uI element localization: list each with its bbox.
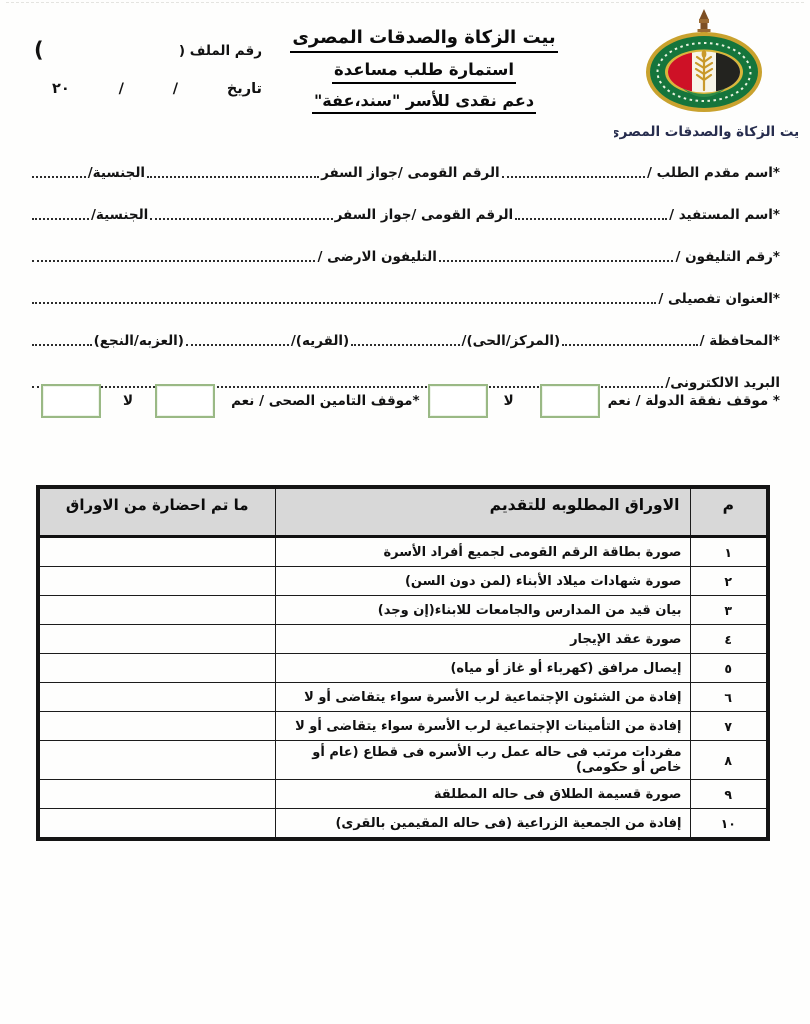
detailed-address-label: *العنوان تفصيلى / xyxy=(658,291,780,307)
table-row xyxy=(38,712,768,741)
fill-in-dots xyxy=(32,218,89,220)
brought-doc-cell[interactable] xyxy=(38,596,275,625)
table-row xyxy=(38,537,768,567)
date-separator: / xyxy=(172,81,179,97)
fill-in-dots xyxy=(439,260,674,262)
fill-in-dots xyxy=(150,218,332,220)
fill-in-dots xyxy=(32,260,315,262)
no-label: لا xyxy=(503,393,514,409)
fill-in-dots xyxy=(515,218,667,220)
column-header-brought-docs: ما تم احضارة من الاوراق xyxy=(38,487,275,537)
field-applicant-name-row xyxy=(30,160,780,181)
brought-doc-cell[interactable] xyxy=(38,741,275,780)
required-doc-text: إيصال مرافق (كهرباء أو غاز أو مياه) xyxy=(275,654,690,683)
column-header-required-docs: الاوراق المطلوبه للتقديم xyxy=(275,487,690,537)
page-title: بيت الزكاة والصدقات المصرى xyxy=(290,28,557,53)
required-doc-text: بيان قيد من المدارس والجامعات للابناء(إن وجد) xyxy=(275,596,690,625)
required-doc-text: مفردات مرتب فى حاله عمل رب الأسره فى قطاع (عام أو خاص أو حكومى) xyxy=(275,741,690,780)
governorate-label: *المحافظة / xyxy=(699,333,780,349)
row-number: ٧ xyxy=(690,712,768,741)
scan-artifact-line xyxy=(6,2,804,3)
fill-in-dots xyxy=(32,344,92,346)
file-meta-block xyxy=(34,40,262,97)
file-number-close-paren: ) xyxy=(34,38,44,62)
row-number: ٦ xyxy=(690,683,768,712)
field-beneficiary-name-row xyxy=(30,202,780,223)
zakat-house-emblem-icon xyxy=(614,8,798,150)
table-row xyxy=(38,741,768,780)
national-id-passport-label: الرقم القومى /جواز السفر xyxy=(334,207,514,223)
brought-doc-cell[interactable] xyxy=(38,654,275,683)
state-support-yes-checkbox[interactable] xyxy=(540,384,600,418)
required-doc-text: صورة عقد الإيجار xyxy=(275,625,690,654)
fill-in-dots xyxy=(186,344,289,346)
required-doc-text: صورة شهادات ميلاد الأبناء (لمن دون السن) xyxy=(275,567,690,596)
column-header-number: م xyxy=(690,487,768,537)
row-number: ١ xyxy=(690,537,768,567)
form-subtitle: استمارة طلب مساعدة xyxy=(332,61,516,84)
row-number: ٢ xyxy=(690,567,768,596)
state-support-no-checkbox[interactable] xyxy=(428,384,488,418)
table-row xyxy=(38,596,768,625)
fill-in-dots xyxy=(32,302,656,304)
table-row xyxy=(38,654,768,683)
personal-data-section xyxy=(30,160,780,412)
brought-doc-cell[interactable] xyxy=(38,537,275,567)
village-label: (القريه)/ xyxy=(290,333,350,349)
required-documents-table xyxy=(36,485,770,841)
brought-doc-cell[interactable] xyxy=(38,712,275,741)
organization-logo xyxy=(614,8,798,150)
date-year-prefix: ٢٠ xyxy=(52,81,70,97)
field-governorate-row xyxy=(30,328,780,349)
form-title-block xyxy=(266,28,582,121)
field-address-row xyxy=(30,286,780,307)
file-number-label: رقم الملف ( xyxy=(178,42,262,59)
fill-in-dots xyxy=(32,176,86,178)
row-number: ١٠ xyxy=(690,809,768,840)
date-label: تاريخ xyxy=(226,81,262,97)
brought-doc-cell[interactable] xyxy=(38,683,275,712)
brought-doc-cell[interactable] xyxy=(38,625,275,654)
health-insurance-no-checkbox[interactable] xyxy=(41,384,101,418)
fill-in-dots xyxy=(502,176,645,178)
field-phone-row xyxy=(30,244,780,265)
no-label: لا xyxy=(123,393,134,409)
health-insurance-yes-checkbox[interactable] xyxy=(155,384,215,418)
fill-in-dots xyxy=(351,344,459,346)
phone-number-label: *رقم التليفون / xyxy=(675,249,780,265)
brought-doc-cell[interactable] xyxy=(38,780,275,809)
state-support-label: * موقف نفقة الدولة / نعم xyxy=(607,393,780,409)
table-row xyxy=(38,625,768,654)
required-doc-text: صورة بطاقة الرقم القومى لجميع أفراد الأسرة xyxy=(275,537,690,567)
status-question-row xyxy=(30,384,780,418)
table-row xyxy=(38,780,768,809)
row-number: ٣ xyxy=(690,596,768,625)
nationality-label: الجنسية/ xyxy=(87,165,146,181)
hamlet-label: (العزبه/النجع) xyxy=(93,333,184,349)
table-row xyxy=(38,567,768,596)
logo-caption: بيت الزكاة والصدقات المصرى xyxy=(614,124,798,140)
required-doc-text: صورة قسيمة الطلاق فى حاله المطلقة xyxy=(275,780,690,809)
program-name: دعم نقدى للأسر "سند،عفة" xyxy=(312,92,536,114)
applicant-name-label: *اسم مقدم الطلب / xyxy=(647,165,780,181)
landline-label: التليفون الارضى / xyxy=(317,249,437,265)
nationality-label: الجنسية/ xyxy=(90,207,149,223)
email-label: البريد الالكترونى/ xyxy=(665,375,780,391)
table-header-row xyxy=(38,487,768,537)
required-doc-text: إفادة من التأمينات الإجتماعية لرب الأسرة سواء يتقاضى أو لا xyxy=(275,712,690,741)
brought-doc-cell[interactable] xyxy=(38,567,275,596)
national-id-passport-label: الرقم القومى /جواز السفر xyxy=(321,165,500,181)
brought-doc-cell[interactable] xyxy=(38,809,275,840)
table-row xyxy=(38,683,768,712)
required-doc-text: إفادة من الجمعية الزراعية (فى حاله المقيمين بالقرى) xyxy=(275,809,690,840)
fill-in-dots xyxy=(562,344,697,346)
health-insurance-label: *موقف التامين الصحى / نعم xyxy=(231,393,420,409)
row-number: ٩ xyxy=(690,780,768,809)
district-label: (المركز/الحى)/ xyxy=(461,333,561,349)
fill-in-dots xyxy=(147,176,319,178)
beneficiary-name-label: *اسم المستفيد / xyxy=(669,207,780,223)
table-row xyxy=(38,809,768,840)
required-documents-section xyxy=(36,485,770,841)
row-number: ٤ xyxy=(690,625,768,654)
required-doc-text: إفادة من الشئون الإجتماعية لرب الأسرة سواء يتقاضى أو لا xyxy=(275,683,690,712)
row-number: ٨ xyxy=(690,741,768,780)
date-separator: / xyxy=(118,81,124,97)
row-number: ٥ xyxy=(690,654,768,683)
